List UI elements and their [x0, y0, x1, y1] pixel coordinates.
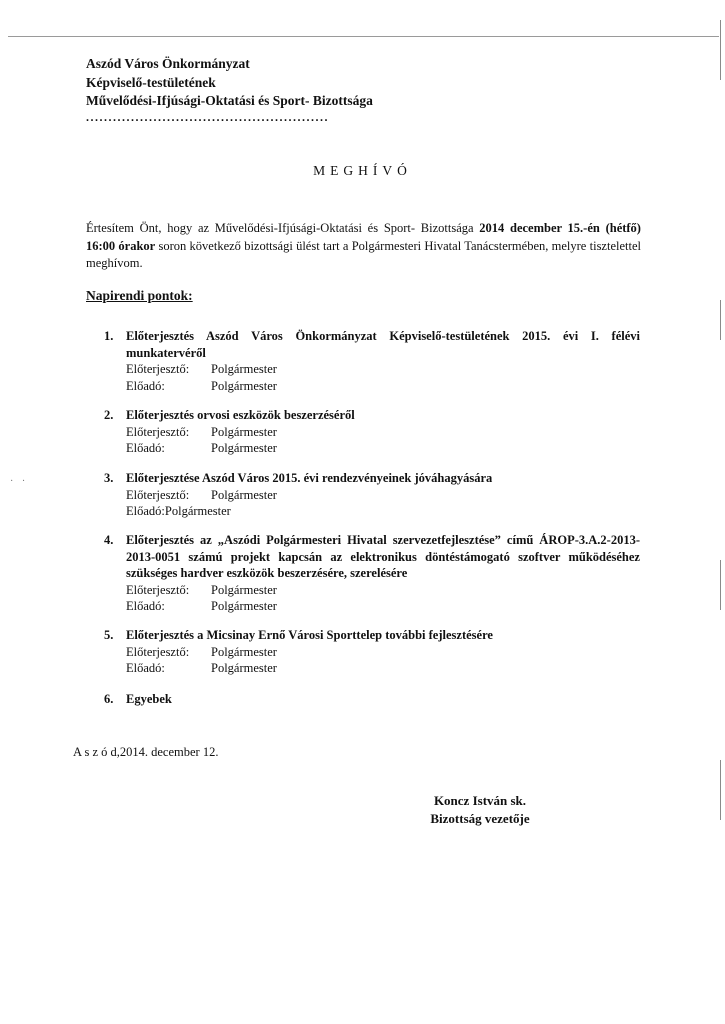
scan-edge-mark [720, 300, 721, 340]
speaker-label: Előadó: [126, 599, 165, 613]
document-title: MEGHÍVÓ [313, 163, 412, 178]
presenter-label: Előterjesztő: [126, 487, 190, 502]
speaker-value: Polgármester [164, 504, 231, 518]
scan-left-mark: · · [10, 476, 29, 487]
signatory-role: Bizottság vezetője [430, 811, 530, 826]
presenter-row [126, 361, 640, 378]
signature-block [410, 792, 550, 828]
speaker-row [126, 378, 640, 395]
scan-top-rule [8, 36, 719, 37]
intro-text-2: soron következő bizottsági ülést tart a Polgármesteri Hivatal Tanácstermében, melyre tisztelettel meghívom. [86, 238, 641, 270]
signatory-name: Koncz István sk. [433, 793, 527, 808]
presenter-row [126, 582, 640, 599]
issuer-line-3: Művelődési-Ifjúsági-Oktatási és Sport- Bizottsága [86, 93, 373, 108]
intro-text-1: Értesítem Önt, hogy az Művelődési-Ifjúsági-Oktatási és Sport- Bizottsága [86, 221, 480, 235]
presenter-value: Polgármester [211, 582, 277, 597]
speaker-label: Előadó: [126, 661, 165, 675]
presenter-value: Polgármester [211, 644, 277, 659]
speaker-value: Polgármester [211, 661, 277, 675]
speaker-row [126, 598, 640, 615]
issuer-line-2: Képviselő-testületének [86, 74, 216, 90]
agenda-item-title: Előterjesztés Aszód Város Önkormányzat Képviselő-testületének 2015. évi I. félévi munkatervéről [126, 329, 640, 360]
scan-edge-mark [720, 560, 721, 610]
presenter-label: Előterjesztő: [126, 362, 190, 376]
agenda-item [104, 470, 640, 520]
agenda-heading: Napirendi pontok: [86, 288, 193, 303]
scan-edge-mark [720, 20, 721, 80]
agenda-item [104, 532, 640, 615]
agenda-item [104, 328, 640, 394]
speaker-value: Polgármester [211, 441, 277, 455]
agenda-item-number: 6. [104, 692, 114, 706]
agenda-item [104, 407, 640, 457]
agenda-item-number: 4. [104, 533, 114, 547]
presenter-value: Polgármester [211, 362, 277, 376]
speaker-row [126, 660, 640, 677]
issuer-line-1: Aszód Város Önkormányzat [86, 56, 250, 71]
issuer-header [86, 55, 373, 111]
agenda-item-title: Előterjesztés az „Aszódi Polgármesteri Hivatal szervezetfejlesztése” című ÁROP-3.A.2-2013-2013-0051 számú projekt kapcsán az elektronikus döntéstámogató szoftver működéséhez szükséges hardver eszközök beszerzésére, szerelésére [126, 533, 640, 580]
speaker-row [126, 440, 640, 457]
agenda-item-title: Előterjesztés a Micsinay Ernő Városi Sporttelep további fejlesztésére [126, 628, 493, 642]
agenda-item-title: Egyebek [126, 692, 172, 706]
agenda-item [104, 627, 640, 677]
agenda-item [104, 691, 640, 708]
place-and-date: A s z ó d,2014. december 12. [73, 745, 219, 759]
speaker-label: Előadó: [126, 504, 165, 518]
intro-date-time: 2014 december 15.-én (hétfő) 16:00 órakor [86, 221, 641, 253]
intro-paragraph [86, 220, 641, 273]
presenter-row [126, 424, 640, 441]
speaker-value: Polgármester [211, 378, 277, 393]
agenda-item-number: 2. [104, 408, 114, 422]
speaker-value: Polgármester [211, 599, 277, 613]
presenter-value: Polgármester [211, 487, 277, 502]
agenda-item-number: 1. [104, 329, 114, 343]
agenda-item-title: Előterjesztés orvosi eszközök beszerzéséről [126, 408, 355, 422]
presenter-row [126, 644, 640, 661]
speaker-label: Előadó: [126, 441, 165, 455]
presenter-label: Előterjesztő: [126, 582, 190, 597]
presenter-value: Polgármester [211, 424, 277, 439]
speaker-row [126, 503, 640, 520]
dotted-separator: ...................................................... [86, 110, 329, 124]
agenda-item-number: 3. [104, 471, 114, 485]
presenter-row [126, 487, 640, 504]
speaker-label: Előadó: [126, 378, 165, 393]
presenter-label: Előterjesztő: [126, 424, 190, 439]
presenter-label: Előterjesztő: [126, 644, 190, 659]
scan-edge-mark [720, 760, 721, 820]
agenda-item-title: Előterjesztése Aszód Város 2015. évi rendezvényeinek jóváhagyására [126, 471, 493, 485]
agenda-item-number: 5. [104, 628, 114, 642]
